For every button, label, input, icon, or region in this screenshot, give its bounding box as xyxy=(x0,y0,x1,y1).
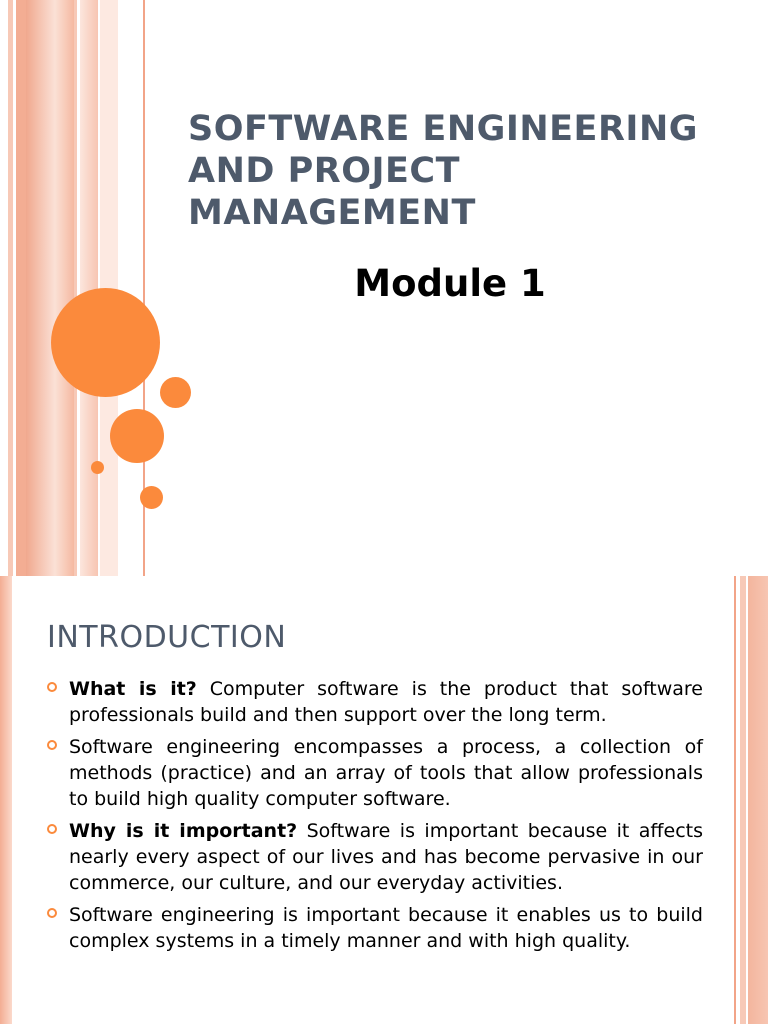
tiny-circle-decoration xyxy=(91,461,104,474)
decorative-stripe xyxy=(8,0,13,576)
large-circle-decoration xyxy=(51,288,160,397)
decorative-stripe xyxy=(74,0,77,576)
bullet-text xyxy=(69,676,703,728)
bullet-body: Computer software is the product that software professionals build and then support over the long term. xyxy=(69,678,703,726)
list-item xyxy=(47,902,703,954)
bullet-text xyxy=(69,818,703,896)
circle-bullet-icon xyxy=(47,908,57,918)
bullet-body: Software is important because it affects nearly every aspect of our lives and has become pervasive in our commerce, our culture, and our everyday activities. xyxy=(69,820,703,894)
small-circle-decoration xyxy=(160,377,191,408)
decorative-stripe xyxy=(748,576,768,1024)
bullet-lead: Why is it important? xyxy=(69,820,298,842)
slide-title: SOFTWARE ENGINEERING AND PROJECT MANAGEMENT xyxy=(188,109,698,233)
bullet-body: Software engineering is important because it enables us to build complex systems in a timely manner and with high quality. xyxy=(69,904,703,952)
slide-subtitle: Module 1 xyxy=(354,262,546,305)
small-circle-decoration xyxy=(140,486,163,509)
bullet-text xyxy=(69,902,703,954)
slide-heading: INTRODUCTION xyxy=(47,620,287,655)
list-item xyxy=(47,818,703,896)
introduction-slide xyxy=(0,576,768,1024)
medium-circle-decoration xyxy=(110,409,164,463)
bullet-list xyxy=(47,676,703,960)
circle-bullet-icon xyxy=(47,682,57,692)
circle-bullet-icon xyxy=(47,824,57,834)
list-item xyxy=(47,734,703,812)
bullet-body: Software engineering encompasses a process, a collection of methods (practice) and an array of tools that allow professionals to build high quality computer software. xyxy=(69,736,703,810)
list-item xyxy=(47,676,703,728)
circle-bullet-icon xyxy=(47,740,57,750)
decorative-stripe xyxy=(0,576,12,1024)
decorative-stripe xyxy=(740,576,746,1024)
decorative-stripe xyxy=(734,576,736,1024)
decorative-stripe xyxy=(26,0,74,576)
bullet-lead: What is it? xyxy=(69,678,197,700)
decorative-stripe xyxy=(16,0,26,576)
bullet-text xyxy=(69,734,703,812)
